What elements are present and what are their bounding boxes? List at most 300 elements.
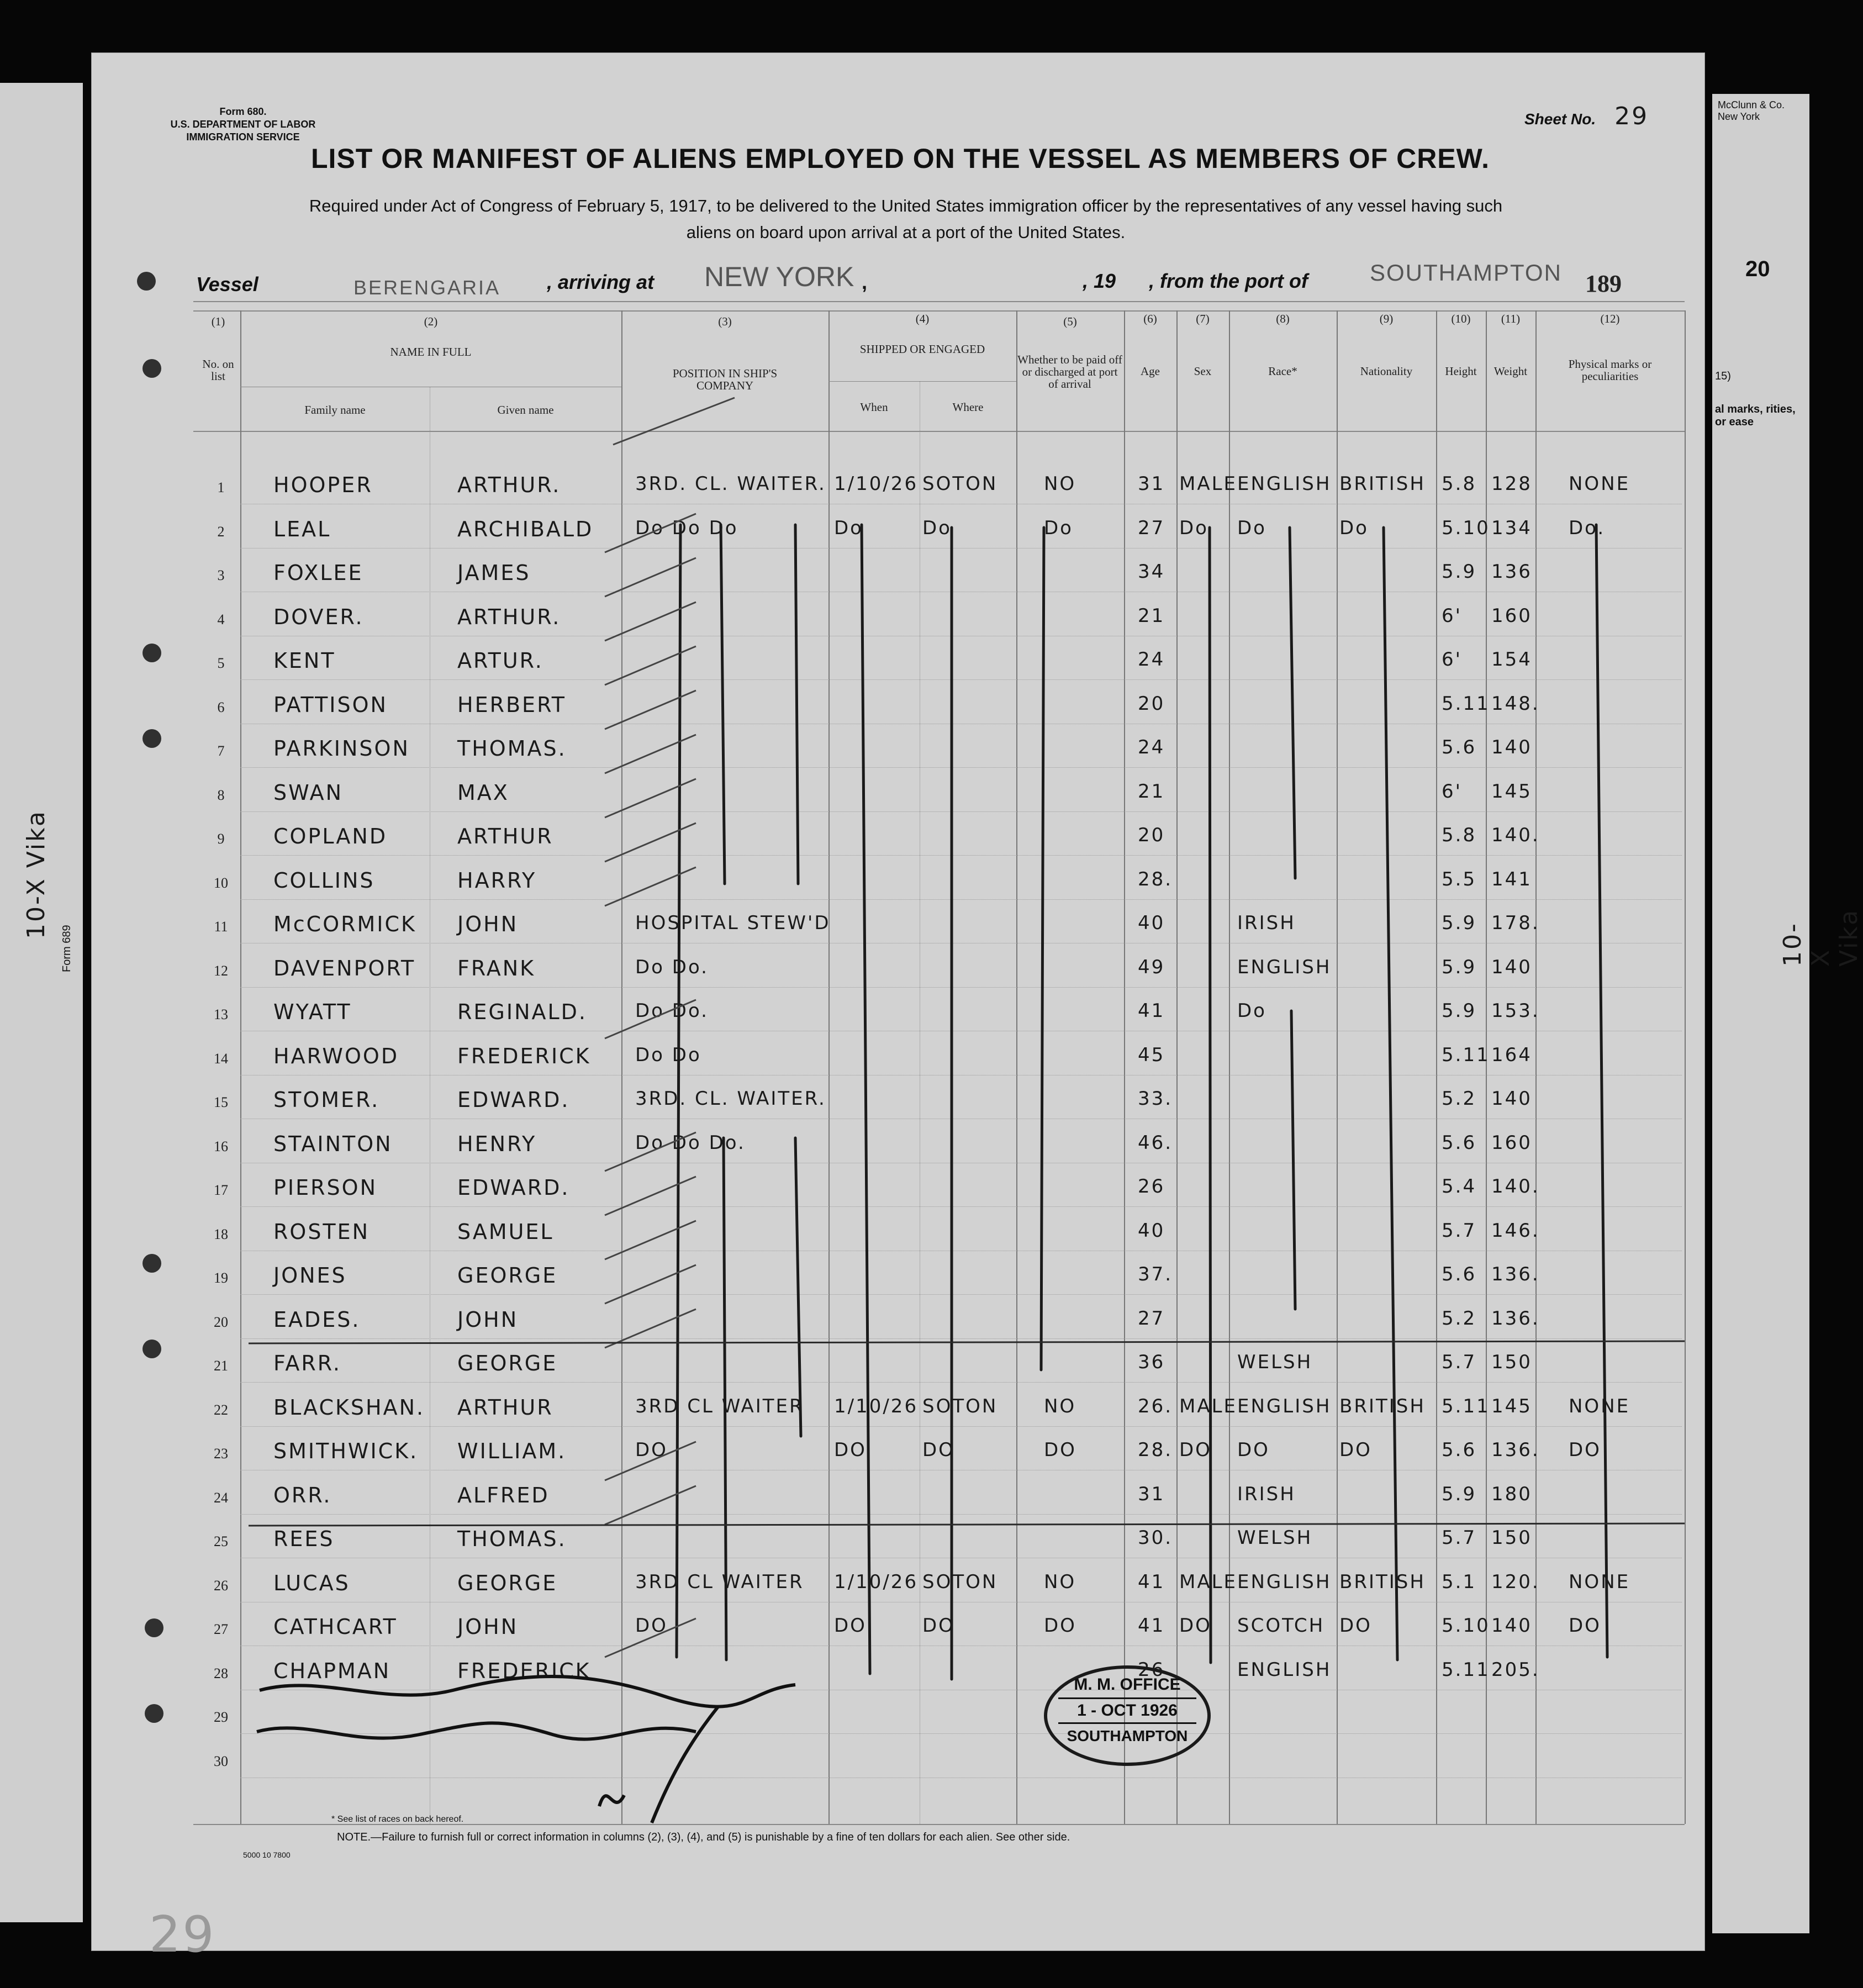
height: 6' [1442,780,1462,803]
col-divider [1124,310,1125,1824]
row-number: 14 [214,1050,228,1067]
paid-off: NO [1044,1570,1076,1593]
given-name: REGINALD. [457,1000,587,1024]
family-name: KENT [273,648,336,673]
position: DO [635,1615,668,1637]
family-name: COPLAND [273,824,388,848]
weight: 160 [1491,1131,1532,1154]
col10-header: Height [1445,365,1477,378]
ship-header-rule [828,381,1016,382]
height: 5.11 [1442,692,1490,715]
weight: 140 [1491,736,1532,758]
row-number: 7 [217,743,225,759]
right-side-col-text: al marks, rities, or ease [1715,403,1796,428]
age: 24 [1138,736,1165,758]
punch-hole [143,1254,161,1273]
age: 21 [1138,604,1165,627]
shipped-where: SOTON [922,473,998,495]
row-number: 22 [214,1401,228,1418]
col11-number: (11) [1501,312,1521,325]
col-divider [1685,310,1686,1824]
given-name: THOMAS. [457,1527,567,1551]
given-name: GEORGE [457,1351,558,1375]
weight: 150 [1491,1351,1532,1373]
height: 6' [1442,604,1462,627]
weight: 160 [1491,604,1532,627]
family-name: CATHCART [273,1615,398,1639]
weight: 146. [1491,1219,1540,1242]
height: 5.8 [1442,824,1477,846]
row-rule [240,987,1682,988]
given-name: HERBERT [457,692,566,717]
sex: DO [1179,1439,1212,1461]
position: DO [635,1439,668,1461]
height: 5.9 [1442,912,1477,934]
weight: 145 [1491,1395,1532,1417]
family-name: FARR. [273,1351,341,1375]
weight: 128 [1491,473,1532,495]
sex: MALE [1179,1395,1238,1417]
weight: 136. [1491,1263,1540,1285]
col4-number: (4) [915,312,930,325]
shipped-when: DO [834,1439,867,1461]
height: 5.10 [1442,516,1490,539]
given-name: ARTHUR [457,1395,553,1420]
age: 24 [1138,648,1165,671]
family-name: LUCAS [273,1570,350,1595]
col7-header: Sex [1194,365,1212,378]
punch-hole [143,1340,161,1358]
nationality: Do [1339,516,1369,539]
shipped-when: 1/10/26 [834,473,919,495]
sex: Do [1179,516,1208,539]
col-divider [1337,310,1338,1824]
physical-marks: Do. [1569,516,1606,539]
row-number: 11 [214,919,228,935]
given-name: SAMUEL [457,1219,554,1244]
weight: 180 [1491,1483,1532,1505]
race: SCOTCH [1237,1615,1325,1637]
row-number: 13 [214,1006,228,1022]
row-number: 23 [214,1446,228,1462]
row-number: 15 [214,1094,228,1110]
col2a-header: Family name [304,403,366,416]
corner-mark: 29 [149,1906,216,1964]
comma: , [862,271,868,293]
weight: 140 [1491,1088,1532,1110]
given-name: FRANK [457,956,536,980]
given-name: GEORGE [457,1570,558,1595]
row-rule [240,679,1682,680]
weight: 140 [1491,1615,1532,1637]
col-divider [1535,310,1537,1824]
height: 5.7 [1442,1527,1477,1549]
year-label: , 19 [1083,270,1116,292]
given-name: HARRY [457,868,537,893]
family-name: McCORMICK [273,912,416,936]
age: 49 [1138,956,1165,978]
col2-header: NAME IN FULL [390,345,472,358]
age: 26 [1138,1658,1165,1681]
weight: 136. [1491,1307,1540,1330]
shipped-when: DO [834,1615,867,1637]
row-number: 30 [214,1753,228,1769]
family-name: WYATT [273,1000,352,1024]
family-name: SMITHWICK. [273,1439,419,1463]
position: Do Do [635,1043,701,1066]
row-rule [240,1514,1682,1515]
height: 5.9 [1442,1483,1477,1505]
height: 6' [1442,648,1462,671]
paid-off: Do [1044,516,1073,539]
right-side-print: McClunn & Co. New York [1718,99,1785,122]
age: 27 [1138,516,1165,539]
vessel-underline [193,301,1685,302]
position: 3RD CL WAITER [635,1395,804,1417]
age: 46. [1138,1131,1173,1154]
given-name: EDWARD. [457,1175,570,1200]
row-number: 9 [217,831,225,847]
paid-off: DO [1044,1615,1076,1637]
arriving-label: , arriving at [547,271,655,293]
age: 41 [1138,1570,1165,1593]
race: Do [1237,1000,1266,1022]
age: 27 [1138,1307,1165,1330]
arriving-port: NEW YORK [704,261,854,292]
race-note: * See list of races on back hereof. [331,1815,464,1824]
col12-header: Physical marks or peculiarities [1568,357,1652,383]
penalty-note: NOTE.—Failure to furnish full or correct information in columns (2), (3), (4), and (5) is punishable by a fine of ten dollars for each alien. See other side. [337,1831,1070,1843]
shipped-when: Do [834,516,863,539]
row-number: 20 [214,1314,228,1330]
punch-hole [143,359,161,378]
race: WELSH [1237,1527,1313,1549]
col7-number: (7) [1196,312,1210,325]
form-title: LIST OR MANIFEST OF ALIENS EMPLOYED ON THE VESSEL AS MEMBERS OF CREW. [311,143,1490,174]
given-name: WILLIAM. [457,1439,567,1463]
height: 5.10 [1442,1615,1490,1637]
sex: DO [1179,1615,1212,1637]
age: 40 [1138,912,1165,934]
weight: 145 [1491,780,1532,803]
height: 5.7 [1442,1351,1477,1373]
family-name: STAINTON [273,1131,393,1156]
row-rule [240,1426,1682,1427]
race: IRISH [1237,912,1296,934]
shipped-when: 1/10/26 [834,1395,919,1417]
vessel-label: Vessel [196,273,258,296]
given-name: GEORGE [457,1263,558,1288]
race: ENGLISH [1237,1658,1332,1681]
age: 31 [1138,1483,1165,1505]
row-rule [240,899,1682,900]
race: IRISH [1237,1483,1296,1505]
stamp-office: M. M. OFFICE [1074,1675,1181,1694]
height: 5.2 [1442,1307,1477,1330]
given-name: EDWARD. [457,1088,570,1112]
family-name: EADES. [273,1307,361,1332]
height: 5.7 [1442,1219,1477,1242]
given-name: ARTHUR. [457,473,561,497]
given-name: ARTUR. [457,648,543,673]
row-number: 29 [214,1709,228,1725]
row-rule [240,1382,1682,1383]
punch-hole [143,729,161,748]
form-subtitle-1: Required under Act of Congress of February 5, 1917, to be delivered to the United States immigration officer by the representatives of any vessel having such [309,196,1503,215]
weight: 178. [1491,912,1540,934]
shipped-where: DO [922,1615,955,1637]
age: 45 [1138,1043,1165,1066]
height: 5.9 [1442,561,1477,583]
race: ENGLISH [1237,1395,1332,1417]
col8-header: Race* [1268,365,1297,378]
weight: 140. [1491,1175,1540,1198]
age: 40 [1138,1219,1165,1242]
col-divider [1176,310,1178,1824]
race: ENGLISH [1237,956,1332,978]
physical-marks: DO [1569,1439,1601,1461]
col4b-header: Where [952,400,984,414]
weight: 141 [1491,868,1532,890]
right-side-number: 20 [1745,257,1770,281]
height: 5.6 [1442,736,1477,758]
family-name: FOXLEE [273,561,363,585]
age: 33. [1138,1088,1173,1110]
position: Do Do Do [635,516,738,539]
given-name: ALFRED [457,1483,550,1507]
family-name: STOMER. [273,1088,380,1112]
given-name: FREDERICK [457,1658,591,1683]
given-name: MAX [457,780,509,805]
height: 5.6 [1442,1439,1477,1461]
family-name: SWAN [273,780,344,805]
paid-off: NO [1044,1395,1076,1417]
weight: 140 [1491,956,1532,978]
punch-hole [145,1704,163,1723]
family-name: CHAPMAN [273,1658,391,1683]
row-number: 2 [217,523,225,540]
weight: 154 [1491,648,1532,671]
age: 26. [1138,1395,1173,1417]
row-number: 8 [217,787,225,803]
position: Do Do. [635,1000,709,1022]
family-name: PIERSON [273,1175,377,1200]
family-name: REES [273,1527,335,1551]
list-number: 189 [1585,270,1622,297]
family-name: BLACKSHAN. [273,1395,425,1420]
age: 28. [1138,1439,1173,1461]
col9-header: Nationality [1360,365,1413,378]
col10-number: (10) [1451,312,1471,325]
race: WELSH [1237,1351,1313,1373]
row-rule [240,767,1682,768]
age: 30. [1138,1527,1173,1549]
row-number: 5 [217,655,225,671]
paid-off: DO [1044,1439,1076,1461]
col6-header: Age [1141,365,1160,378]
punch-hole [137,272,156,291]
from-label: , from the port of [1149,270,1308,292]
col4a-header: When [860,400,888,414]
position: Do Do. [635,956,709,978]
print-code: 5000 10 7800 [243,1850,291,1859]
sex: MALE [1179,473,1238,495]
row-number: 28 [214,1665,228,1681]
nationality: BRITISH [1339,1570,1426,1593]
left-side-form: Form 689 [61,925,73,972]
physical-marks: NONE [1569,1395,1630,1417]
weight: 136. [1491,1439,1540,1461]
right-side-col-no: 15) [1715,370,1731,382]
family-name: JONES [273,1263,347,1288]
position: 3RD. CL. WAITER. [635,1088,826,1110]
race: Do [1237,516,1266,539]
age: 37. [1138,1263,1173,1285]
office-stamp [1044,1665,1211,1766]
given-name: JOHN [457,1307,519,1332]
col3-number: (3) [718,315,732,328]
col1-header: No. on list [202,357,234,383]
height: 5.11 [1442,1658,1490,1681]
row-number: 17 [214,1182,228,1198]
form-subtitle-2: aliens on board upon arrival at a port of the United States. [686,223,1126,242]
col11-header: Weight [1493,365,1528,378]
col6-number: (6) [1143,312,1157,325]
row-number: 26 [214,1577,228,1594]
col-divider [240,310,241,1824]
given-name: JAMES [457,561,531,585]
height: 5.1 [1442,1570,1477,1593]
physical-marks: NONE [1569,473,1630,495]
position: HOSPITAL STEW'D [635,912,831,934]
height: 5.11 [1442,1395,1490,1417]
age: 28. [1138,868,1173,890]
stamp-city: SOUTHAMPTON [1067,1727,1188,1744]
weight: 140. [1491,824,1540,846]
age: 21 [1138,780,1165,803]
row-number: 4 [217,611,225,627]
sheet-label: Sheet No. [1524,110,1596,128]
row-number: 3 [217,567,225,583]
given-name: THOMAS. [457,736,567,761]
col-divider [1436,310,1437,1824]
form-number: Form 680. [219,106,267,117]
row-number: 24 [214,1489,228,1506]
nationality: DO [1339,1615,1372,1637]
family-name: LEAL [273,516,331,541]
age: 34 [1138,561,1165,583]
row-number: 1 [217,479,225,495]
col1-number: (1) [211,315,225,328]
sheet-number [1524,102,1649,130]
left-page-edge [0,83,83,1922]
shipped-where: Do [922,516,952,539]
shipped-where: SOTON [922,1570,998,1593]
row-number: 10 [214,874,228,891]
service: IMMIGRATION SERVICE [186,131,300,143]
row-number: 12 [214,962,228,979]
family-name: DOVER. [273,604,364,629]
weight: 150 [1491,1527,1532,1549]
row-number: 16 [214,1138,228,1154]
shipped-when: 1/10/26 [834,1570,919,1593]
age: 20 [1138,824,1165,846]
family-name: HOOPER [273,473,373,497]
row-number: 6 [217,699,225,715]
race: DO [1237,1439,1270,1461]
punch-hole [145,1618,163,1637]
given-name: FREDERICK [457,1043,591,1068]
age: 36 [1138,1351,1165,1373]
weight: 120. [1491,1570,1540,1593]
age: 31 [1138,473,1165,495]
col5-number: (5) [1063,315,1077,328]
height: 5.8 [1442,473,1477,495]
row-number: 25 [214,1533,228,1549]
weight: 134 [1491,516,1532,539]
age: 41 [1138,1615,1165,1637]
col2b-header: Given name [497,403,554,416]
height: 5.6 [1442,1263,1477,1285]
nationality: BRITISH [1339,473,1426,495]
position: 3RD CL WAITER [635,1570,804,1593]
height: 5.9 [1442,956,1477,978]
given-name: ARTHUR. [457,604,561,629]
age: 20 [1138,692,1165,715]
row-number: 19 [214,1270,228,1286]
position: Do Do Do. [635,1131,746,1154]
shipped-where: SOTON [922,1395,998,1417]
row-rule [240,548,1682,549]
family-name: PATTISON [273,692,388,717]
height: 5.6 [1442,1131,1477,1154]
family-name: PARKINSON [273,736,410,761]
weight: 148. [1491,692,1540,715]
family-name: ROSTEN [273,1219,370,1244]
age: 41 [1138,1000,1165,1022]
nationality: BRITISH [1339,1395,1426,1417]
left-side-note: 10-X Vika [22,810,50,939]
right-side-note: 10-X Vika [1778,908,1863,967]
sex: MALE [1179,1570,1238,1593]
stamp-date: 1 - OCT 1926 [1058,1697,1196,1724]
height: 5.9 [1442,1000,1477,1022]
paid-off: NO [1044,473,1076,495]
nationality: DO [1339,1439,1372,1461]
col8-number: (8) [1276,312,1290,325]
weight: 153. [1491,1000,1540,1022]
department: U.S. DEPARTMENT OF LABOR [170,119,316,130]
height: 5.4 [1442,1175,1477,1198]
col-divider [1016,310,1017,1824]
row-rule [240,1733,1682,1734]
row-rule [240,1294,1682,1295]
position: 3RD. CL. WAITER. [635,473,826,495]
col4-header: SHIPPED OR ENGAGED [859,342,985,356]
family-name: COLLINS [273,868,375,893]
race: ENGLISH [1237,1570,1332,1593]
from-port: SOUTHAMPTON [1370,260,1562,286]
row-number: 18 [214,1226,228,1242]
height: 5.2 [1442,1088,1477,1110]
col9-number: (9) [1379,312,1394,325]
row-rule [240,855,1682,856]
given-name: ARCHIBALD [457,516,594,541]
weight: 136 [1491,561,1532,583]
punch-hole [143,644,161,662]
vessel-name: BERENGARIA [353,276,501,299]
height: 5.11 [1442,1043,1490,1066]
